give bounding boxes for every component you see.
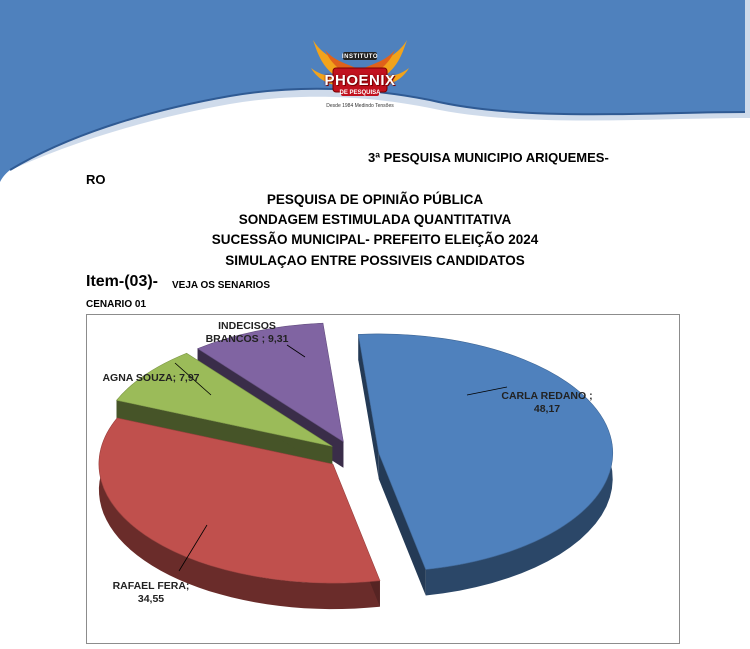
data-label-0-line-1: 48,17 <box>533 403 561 415</box>
data-label-1-line-1: 34,55 <box>137 593 165 605</box>
logo-tagline-text: Desde 1984 Medindo Tensões <box>326 103 394 109</box>
heading-2: SONDAGEM ESTIMULADA QUANTITATIVA <box>238 212 512 227</box>
heading-4: SIMULAÇAO ENTRE POSSIVEIS CANDIDATOS <box>225 253 525 268</box>
heading-1: PESQUISA DE OPINIÃO PÚBLICA <box>266 192 484 207</box>
survey-title-line2: RO <box>86 172 106 187</box>
survey-title-line1: 3ª PESQUISA MUNICIPIO ARIQUEMES- <box>368 150 609 165</box>
data-label-2-line-0: AGNA SOUZA; 7,97 <box>102 372 200 384</box>
item-note: VEJA OS SENARIOS <box>172 280 270 291</box>
heading-3: SUCESSÃO MUNICIPAL- PREFEITO ELEIÇÃO 2024 <box>211 232 539 247</box>
scenario-label: CENARIO 01 <box>86 299 147 310</box>
pie-chart <box>87 315 681 645</box>
data-label-3-line-0: INDECISOS <box>218 320 276 332</box>
logo-sub-text: DE PESQUISA <box>339 90 381 96</box>
item-label: Item-(03)- <box>86 273 159 290</box>
logo <box>305 32 415 114</box>
data-label-0-line-0: CARLA REDANO ; <box>501 390 593 402</box>
logo-name-text: PHOENIX <box>324 72 396 89</box>
logo-badge-text: INSTITUTO <box>341 54 379 60</box>
data-label-3-line-1: BRANCOS ; 9,31 <box>205 333 289 345</box>
chart-container <box>86 314 680 644</box>
data-label-1-line-0: RAFAEL FERA; <box>112 580 190 592</box>
